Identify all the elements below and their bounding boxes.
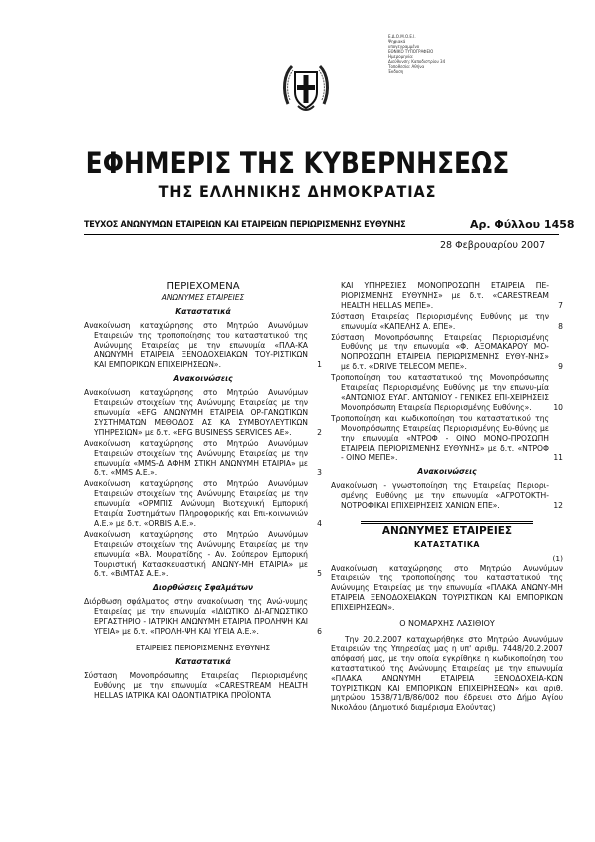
toc-entry-text: Ανακοίνωση καταχώρησης στο Μητρώο Ανωνύμων Εταιρειών στοιχείων της Ανώνυμης Εταιρείας με την επωνυμία «EFG ΑΝΩΝΥΜΗ ΕΤΑΙΡΕΙΑ ΟΡ-ΓΑΝΩΤΙΚΩΝ ΣΥΣΤΗΜΑΤΩΝ ΜΕΘΟΔΟΣ ΑΣ ΚΑ ΣΥΜΒΟΥΛΕΥΤΙΚΩΝ ΥΠΗΡΕΣΙΩΝ» με δ.τ. «EFG BUSINESS SERVICES AE».: [84, 388, 308, 437]
toc-entry[interactable]: [84, 388, 322, 438]
section-heading: Καταστατικά: [175, 656, 231, 666]
toc-entry-text: Διόρθωση σφάλματος στην ανακοίνωση της Ανώ-νυμης Εταιρείας με την επωνυμία «ΙΔΙΩΤΙΚΟ ΔΙ-ΑΓΝΩΣΤΙΚΟ ΕΡΓΑΣΤΗΡΙΟ - ΙΑΤΡΙΚΗ ΑΝΩΝΥΜΗ ΕΤΑΙΡΙΑ ΠΡΟΛΗΨΗ ΚΑΙ ΥΓΕΙΑ» με δ.τ. «ΠΡΟΛΗ-ΨΗ ΚΑΙ ΥΓΕΙΑ Α.Ε.».: [84, 597, 308, 636]
stamp-line: Ε.Δ.Ο.Μ.Ο.Ε.Ι.: [388, 34, 416, 39]
announcement-title: Ανακοίνωση καταχώρησης στο Μητρώο Ανωνύμων Εταιρειών της τροποποίησης του καταστατικού της Ανώνυμης Εταιρείας με την επωνυμία «ΠΛΑΚΑ ΑΝΩΝΥ-ΜΗ ΕΤΑΙΡΕΙΑ ΞΕΝΟΔΟΧΕΙΑΚΩΝ ΤΟΥΡΙΣΤΙΚΩΝ ΚΑΙ ΕΜΠΟΡΙΚΩΝ ΕΠΙΧΕΙΡΗΣΕΩΝ».: [331, 563, 563, 612]
toc-entry-page: 12: [553, 501, 563, 511]
issue-type: ΤΕΥΧΟΣ ΑΝΩΝΥΜΩΝ ΕΤΑΙΡΕΙΩΝ ΚΑΙ ΕΤΑΙΡΕΙΩΝ ΠΕΡΙΩΡΙΣΜΕΝΗΣ ΕΥΘΥΝΗΣ: [84, 220, 406, 230]
section-heading: Διορθώσεις Σφαλμάτων: [152, 583, 254, 593]
toc-entry[interactable]: [331, 312, 563, 332]
toc-entry-text: Ανακοίνωση καταχώρησης στο Μητρώο Ανωνύμων Εταιρειών στοιχείων της Ανώνυμης Εταιρείας με την επωνυμία «ΟΡΜΠΙΣ Ανώνυμη Βιοτεχνική Εμπορική Εταιρία Συστημάτων Πληροφορικής και Επι-κοινωνιών Α.Ε.» με δ.τ. «ORBIS A.E.».: [84, 479, 308, 528]
toc-entry-text: ΚΑΙ ΥΠΗΡΕΣΙΕΣ ΜΟΝΟΠΡΟΣΩΠΗ ΕΤΑΙΡΕΙΑ ΠΕ-ΡΙΟΡΙΣΜΕΝΗΣ ΕΥΘΥΝΗΣ» με δ.τ. «CARESTREAM HEALTH HELLAS ΜΕΠΕ».: [341, 281, 549, 310]
section-heading: Καταστατικά: [175, 306, 231, 316]
issue-date: 28 Φεβρουαρίου 2007: [440, 240, 546, 251]
contents-subtitle: ΕΤΑΙΡΕΙΕΣ ΠΕΡΙΟΡΙΣΜΕΝΗΣ ΕΥΘΥΝΗΣ: [135, 642, 271, 652]
stamp-line: Ψηφιακά: [388, 39, 406, 44]
toc-entry-page: 8: [558, 321, 563, 331]
toc-entry-page: 2: [317, 427, 322, 437]
toc-entry-page: 7: [558, 300, 563, 310]
contents-title: ΠΕΡΙΕΧΟΜΕΝΑ: [166, 281, 240, 292]
toc-entry-text: Σύσταση Εταιρείας Περιορισμένης Ευθύνης με την επωνυμία «ΚΑΠΕΛΗΣ Α. ΕΠΕ».: [331, 311, 549, 331]
gazette-title: ΕΦΗΜΕΡΙΣ ΤΗΣ ΚΥΒΕΡΝΗΣΕΩΣ: [85, 146, 510, 180]
toc-entry[interactable]: [84, 321, 322, 371]
toc-entry[interactable]: [331, 333, 563, 373]
contents-column-right: [331, 281, 563, 713]
toc-entry-text: Τροποποίηση του καταστατικού της Μονοπρόσωπης Εταιρείας Περιορισμένης Ευθύνης με την επωνυ-μία «ΑΝΤΩΝΙΟΣ ΕΥΑΓ. ΑΝΤΩΝΙΟΥ - ΓΕΝΙΚΕΣ ΕΠΙ-ΧΕΙΡΗΣΕΙΣ Μονοπρόσωπη Εταιρεία Περιορισμένης Ευθύνης».: [331, 373, 549, 412]
stamp-line: υπογεγραμμένο: [388, 44, 420, 49]
body-section-title: ΑΝΩΝΥΜΕΣ ΕΤΑΙΡΕΙΕΣ: [381, 524, 513, 537]
prefect-heading: Ο ΝΟΜΑΡΧΗΣ ΛΑΣΙΘΙΟΥ: [399, 618, 495, 628]
section-rule: [361, 521, 533, 524]
stamp-line: Έκδοση: [388, 69, 404, 74]
coat-of-arms-emblem: [282, 60, 330, 116]
toc-entry-text: Ανακοίνωση καταχώρησης στο Μητρώο Ανωνύμων Εταιρειών της τροποποίησης του καταστατικού της Ανώνυμης Εταιρείας με την επωνυμία «ΠΛΑ-ΚΑ ΑΝΩΝΥΜΗ ΕΤΑΙΡΕΙΑ ΞΕΝΟΔΟΧΕΙΑΚΩΝ ΤΟΥ-ΡΙΣΤΙΚΩΝ ΚΑΙ ΕΜΠΟΡΙΚΩΝ ΕΠΙΧΕΙΡΗΣΕΩΝ».: [84, 320, 308, 370]
toc-entry-page: 9: [558, 362, 563, 372]
toc-entry-page: 5: [317, 569, 322, 579]
body-section-subtitle: ΚΑΤΑΣΤΑΤΙΚΑ: [414, 539, 480, 549]
toc-entry-text: Σύσταση Μονοπρόσωπης Εταιρείας Περιορισμένης Ευθύνης με την επωνυμία «CARESTREAM HEALTH HELLAS ΙΑΤΡΙΚΑ ΚΑΙ ΟΔΟΝΤΙΑΤΡΙΚΑ ΠΡΟΪΟΝΤΑ: [84, 670, 308, 700]
toc-entry-page: 10: [553, 402, 563, 412]
contents-column-left: [84, 282, 322, 701]
toc-entry[interactable]: [331, 373, 563, 413]
toc-entry[interactable]: [84, 597, 322, 637]
toc-entry[interactable]: [331, 281, 563, 311]
stamp-line: Ημερομηνία:: [388, 54, 414, 59]
toc-entry[interactable]: [84, 671, 322, 701]
digital-signature-stamp: [388, 34, 468, 74]
stamp-line: ΕΘΝΙΚΟ ΤΥΠΟΓΡΑΦΕΙΟ: [388, 49, 434, 54]
toc-entry-page: 11: [553, 453, 563, 463]
issue-number: Αρ. Φύλλου 1458: [470, 218, 575, 231]
toc-entry-text: Ανακοίνωση καταχώρησης στο Μητρώο Ανωνύμων Εταιρειών στοιχείων της Ανώνυμης Εταιρείας με την επωνυμία «MMS-Δ ΑΦΗΜ ΣΤΙΚΗ ΑΝΩΝΥΜΗ ΕΤΑΙΡΙΑ» με δ.τ. «MMS A.E.».: [84, 438, 308, 478]
toc-entry-text: Τροποποίηση και κωδικοποίηση του καταστατικού της Μονοπρόσωπης Εταιρείας Περιορισμένης Ευ-θύνης με την επωνυμία «ΝΤΡΟΦ - ΟΙΝΟ ΜΟΝΟ-ΠΡΟΣΩΠΗ ΕΤΑΙΡΕΙΑ ΠΕΡΙΟΡΙΣΜΕΝΗΣ ΕΥΘΥΝΗΣ» με δ.τ. «ΝΤΡΟΦ - ΟΙΝΟ ΜΕΠΕ».: [331, 413, 549, 463]
toc-entry[interactable]: [84, 479, 322, 529]
toc-entry-page: 4: [317, 518, 322, 528]
toc-entry[interactable]: [331, 414, 563, 464]
toc-entry-page: 1: [317, 360, 322, 370]
toc-entry[interactable]: [84, 439, 322, 479]
gazette-subtitle: ΤΗΣ ΕΛΛΗΝΙΚΗΣ ΔΗΜΟΚΡΑΤΙΑΣ: [158, 182, 437, 201]
toc-entry-text: Σύσταση Μονοπρόσωπης Εταιρείας Περιορισμένης Ευθύνης με την επωνυμία «Φ. ΑΞΟΜΑΚΑΡΟΥ ΜΟ-ΝΟΠΡΟΣΩΠΗ ΕΤΑΙΡΕΙΑ ΠΕΡΙΩΡΙΣΜΕΝΗΣ ΕΥΘΥ-ΝΗΣ» με δ.τ. «DRIVE TELECOM ΜΕΠΕ».: [331, 332, 549, 372]
announcement-number: (1): [552, 553, 563, 563]
toc-entry-text: Ανακοίνωση - γνωστοποίηση της Εταιρείας Περιορι-σμένης Ευθύνης με την επωνυμία «ΑΓΡΟΤΟΚΤΗ-ΝΟΤΡΟΦΙΚΑΙ ΕΠΙΧΕΙΡΗΣΕΙΣ ΧΑΝΙΩΝ ΕΠΕ».: [331, 481, 549, 511]
section-heading: Ανακοινώσεις: [173, 374, 233, 384]
toc-entry-page: 3: [317, 468, 322, 478]
section-heading: Ανακοινώσεις: [417, 467, 477, 477]
announcement-body: Την 20.2.2007 καταχωρήθηκε στο Μητρώο Ανωνύμων Εταιρειών της Υπηρεσίας μας η υπ' αριθμ. 7448/20.2.2007 απόφασή μας, με την οποία εγκρίθηκε η κωδικοποίηση του καταστατικού της Ανώνυμης Εταιρείας με την επωνυμία «ΠΛΑΚΑ ΑΝΩΝΥΜΗ ΕΤΑΙΡΕΙΑ ΞΕΝΟΔΟΧΕΙΑ-ΚΩΝ ΤΟΥΡΙΣΤΙΚΩΝ ΚΑΙ ΕΜΠΟΡΙΚΩΝ ΕΠΙΧΕΙΡΗΣΕΩΝ» και αριθ. μητρώου 1538/71/Β/86/002 που έδρευει στο Δήμο Αγίου Νικολάου (Δημοτικό διαμέρισμα Ελούντας): [331, 634, 563, 713]
stamp-line: Διεύθυνση: Καποδιστρίου 34: [388, 59, 446, 64]
toc-entry[interactable]: [331, 481, 563, 511]
toc-entry-text: Ανακοίνωση καταχώρησης στο Μητρώο Ανωνύμων Εταιρειών στοιχείων της Ανώνυμης Εταιρείας με την επωνυμία «Βλ. Μουρατίδης - Αν. Σούπερον Εμπορική Τουριστική Κατασκευαστική ΑΝΩΝΥ-ΜΗ ΕΤΑΙΡΙΑ» με δ.τ. «ΒιΜΤΑΣ Α.Ε.».: [84, 529, 308, 579]
stamp-line: Τοποθεσία: Αθήνα: [388, 64, 425, 69]
contents-subtitle: ΑΝΩΝΥΜΕΣ ΕΤΑΙΡΕΙΕΣ: [161, 292, 245, 302]
toc-entry[interactable]: [84, 530, 322, 580]
header-rule: [84, 234, 559, 235]
toc-entry-page: 6: [317, 627, 322, 636]
